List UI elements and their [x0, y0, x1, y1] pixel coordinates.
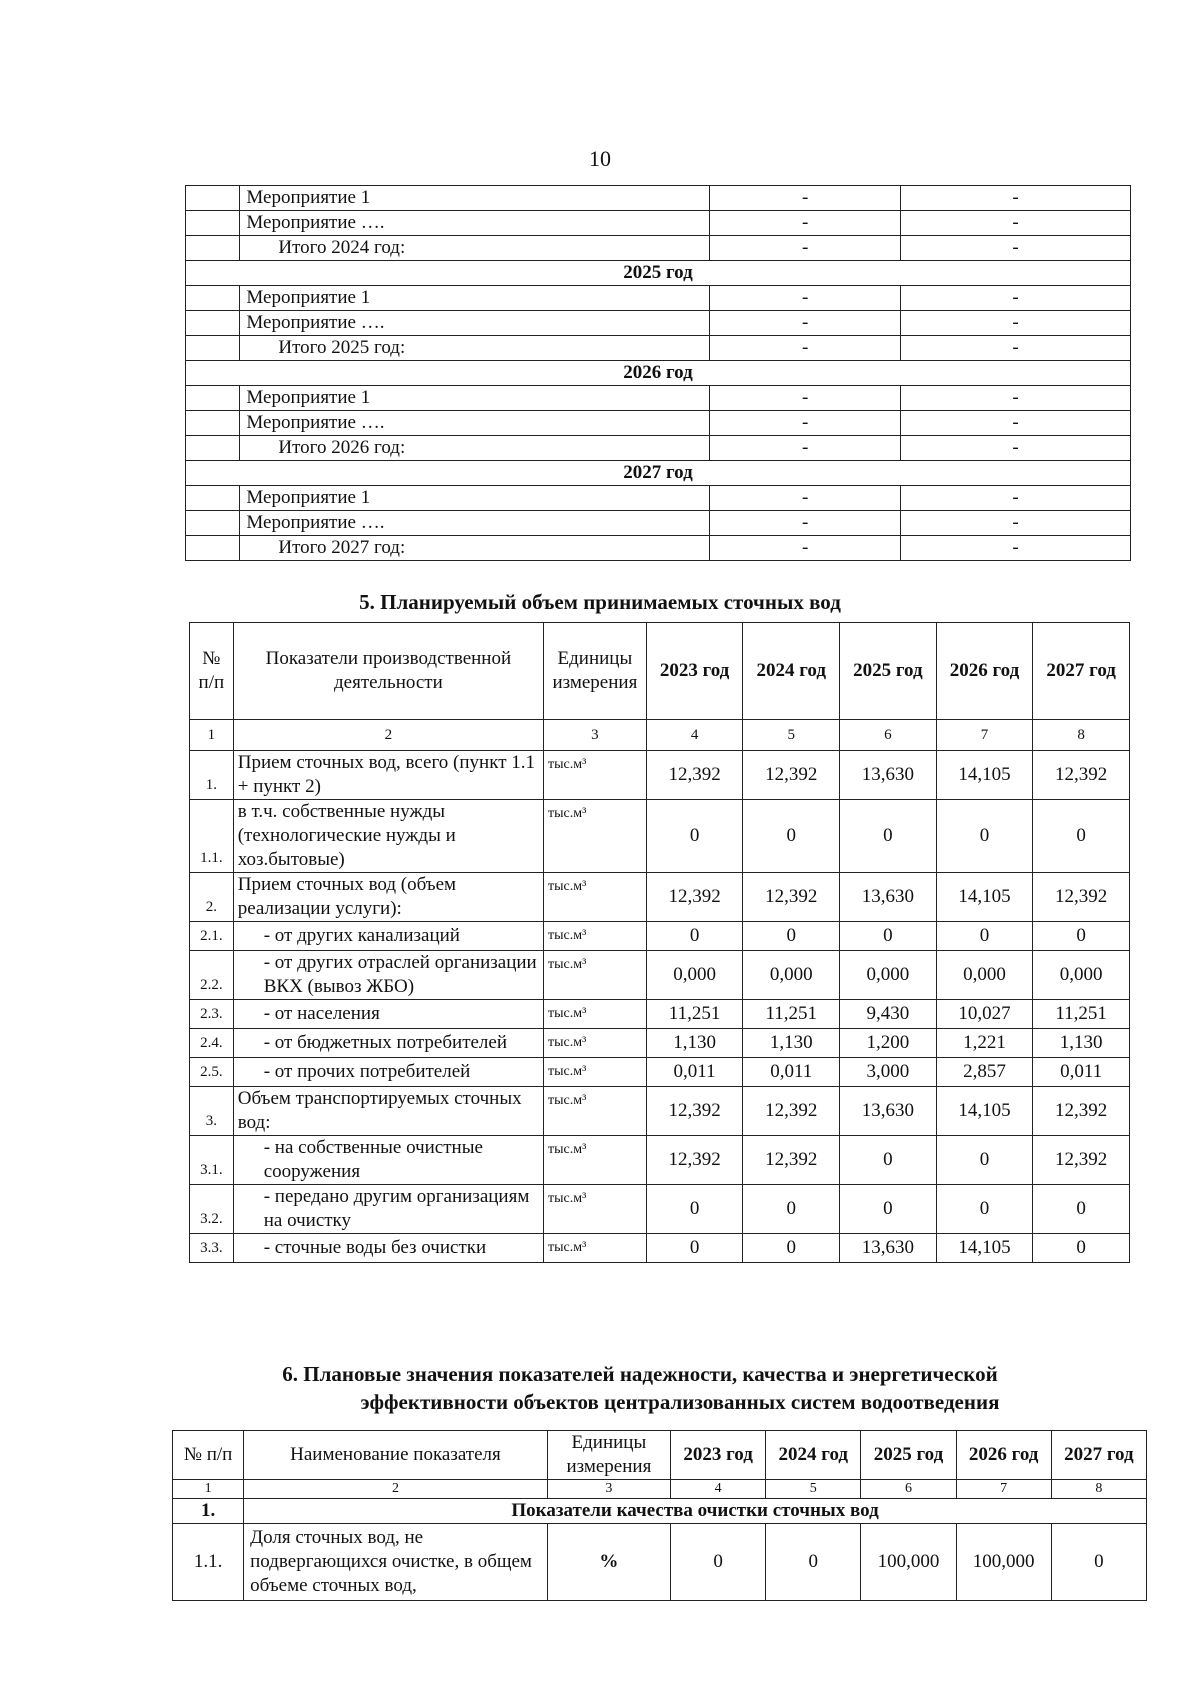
activity-label: Мероприятие 1: [240, 386, 710, 411]
row-value: -: [710, 211, 901, 236]
table-row: [190, 1136, 1130, 1185]
row-num: 2.5.: [190, 1058, 234, 1087]
row-value: -: [710, 386, 901, 411]
row-value: 100,000: [861, 1524, 956, 1601]
row-unit: тыс.м³: [544, 1029, 647, 1058]
row-value: 14,105: [936, 751, 1033, 800]
table-row: [190, 800, 1130, 873]
row-name: - на собственные очистные сооружения: [233, 1136, 543, 1185]
row-value: 0: [766, 1524, 861, 1601]
activity-label: Мероприятие ….: [240, 211, 710, 236]
table-row: [186, 336, 1131, 361]
row-num: 1.1.: [190, 800, 234, 873]
row-value: 0: [936, 1185, 1033, 1234]
row-num: 3.3.: [190, 1234, 234, 1263]
index-cell: 1: [190, 720, 234, 751]
index-cell: 5: [766, 1480, 861, 1499]
table-row: [186, 436, 1131, 461]
index-cell: 4: [671, 1480, 766, 1499]
row-num-cell: [186, 386, 240, 411]
row-value: 12,392: [743, 1136, 840, 1185]
index-cell: 3: [544, 720, 647, 751]
year-row: [186, 461, 1131, 486]
total-label: Итого 2026 год:: [240, 436, 710, 461]
row-num: 3.2.: [190, 1185, 234, 1234]
row-value: -: [900, 311, 1130, 336]
index-cell: 6: [840, 720, 937, 751]
header-year: 2027 год: [1051, 1431, 1146, 1480]
activities-table: [185, 185, 1131, 561]
section-5-title: 5. Планируемый объем принимаемых сточных вод: [359, 590, 841, 614]
table-row: [186, 536, 1131, 561]
reliability-indicators-table: [172, 1430, 1147, 1601]
row-value: -: [710, 311, 901, 336]
row-value: 0,000: [646, 951, 743, 1000]
header-num: № п/п: [190, 623, 234, 720]
section-6-title-line1: 6. Плановые значения показателей надежности, качества и энергетической: [282, 1362, 998, 1386]
row-name: - от других отраслей организации ВКХ (вывоз ЖБО): [233, 951, 543, 1000]
row-value: -: [900, 436, 1130, 461]
row-unit: тыс.м³: [544, 1058, 647, 1087]
header-name: Показатели производственной деятельности: [233, 623, 543, 720]
table-row: [186, 236, 1131, 261]
index-cell: 8: [1033, 720, 1130, 751]
table-header-row: [173, 1431, 1147, 1480]
table-row: [190, 1087, 1130, 1136]
row-value: 9,430: [840, 1000, 937, 1029]
row-num-cell: [186, 486, 240, 511]
header-year: 2026 год: [936, 623, 1033, 720]
row-num-cell: [186, 186, 240, 211]
header-unit: Единицы измерения: [544, 623, 647, 720]
row-value: 12,392: [1033, 873, 1130, 922]
row-value: 100,000: [956, 1524, 1051, 1601]
table-row: [190, 951, 1130, 1000]
year-row: [186, 261, 1131, 286]
row-num-cell: [186, 236, 240, 261]
row-num: 3.: [190, 1087, 234, 1136]
activity-label: Мероприятие 1: [240, 186, 710, 211]
row-value: 0: [840, 800, 937, 873]
activity-label: Мероприятие ….: [240, 511, 710, 536]
row-num: 2.2.: [190, 951, 234, 1000]
row-num: 3.1.: [190, 1136, 234, 1185]
row-unit: тыс.м³: [544, 1136, 647, 1185]
row-num-cell: [186, 536, 240, 561]
row-value: -: [710, 411, 901, 436]
row-value: 13,630: [840, 1234, 937, 1263]
row-value: -: [900, 536, 1130, 561]
row-value: 1,130: [646, 1029, 743, 1058]
header-num: № п/п: [173, 1431, 244, 1480]
index-cell: 6: [861, 1480, 956, 1499]
row-value: 11,251: [1033, 1000, 1130, 1029]
row-value: 12,392: [646, 873, 743, 922]
row-value: 1,130: [743, 1029, 840, 1058]
table-row: [186, 311, 1131, 336]
row-unit: тыс.м³: [544, 1000, 647, 1029]
row-value: 0: [671, 1524, 766, 1601]
activity-label: Мероприятие ….: [240, 311, 710, 336]
row-value: 0: [936, 922, 1033, 951]
row-num-cell: [186, 211, 240, 236]
index-row: [173, 1480, 1147, 1499]
year-heading: 2027 год: [186, 461, 1131, 486]
row-name: в т.ч. собственные нужды (технологические нужды и хоз.бытовые): [233, 800, 543, 873]
row-value: 0: [1033, 1185, 1130, 1234]
table-header-row: [190, 623, 1130, 720]
row-unit: тыс.м³: [544, 1185, 647, 1234]
row-value: 0,000: [936, 951, 1033, 1000]
group-label: Показатели качества очистки сточных вод: [244, 1499, 1147, 1524]
row-num-cell: [186, 411, 240, 436]
row-value: 13,630: [840, 1087, 937, 1136]
header-year: 2026 год: [956, 1431, 1051, 1480]
row-value: -: [710, 336, 901, 361]
row-name: - от других канализаций: [233, 922, 543, 951]
row-unit: тыс.м³: [544, 1087, 647, 1136]
row-value: 12,392: [1033, 1087, 1130, 1136]
row-num: 1.: [190, 751, 234, 800]
row-value: 0: [840, 1136, 937, 1185]
row-num-cell: [186, 286, 240, 311]
row-value: 1,221: [936, 1029, 1033, 1058]
index-cell: 2: [233, 720, 543, 751]
row-value: 0: [743, 1185, 840, 1234]
row-unit: тыс.м³: [544, 800, 647, 873]
row-value: 0,000: [840, 951, 937, 1000]
row-value: 12,392: [743, 1087, 840, 1136]
row-value: 3,000: [840, 1058, 937, 1087]
index-cell: 5: [743, 720, 840, 751]
row-unit: тыс.м³: [544, 951, 647, 1000]
year-heading: 2025 год: [186, 261, 1131, 286]
table-row: [186, 511, 1131, 536]
row-value: -: [710, 436, 901, 461]
index-cell: 7: [936, 720, 1033, 751]
table-row: [186, 386, 1131, 411]
table-row: [186, 286, 1131, 311]
index-row: [190, 720, 1130, 751]
row-unit: тыс.м³: [544, 922, 647, 951]
row-value: 10,027: [936, 1000, 1033, 1029]
activity-label: Мероприятие ….: [240, 411, 710, 436]
row-value: 0: [1033, 1234, 1130, 1263]
row-value: -: [900, 336, 1130, 361]
total-label: Итого 2027 год:: [240, 536, 710, 561]
row-value: 0: [743, 922, 840, 951]
row-name: - передано другим организациям на очистку: [233, 1185, 543, 1234]
table-row: [190, 1234, 1130, 1263]
row-num-cell: [186, 336, 240, 361]
row-name: - от бюджетных потребителей: [233, 1029, 543, 1058]
row-value: 0: [1033, 922, 1130, 951]
row-value: 12,392: [743, 751, 840, 800]
row-value: 0: [840, 1185, 937, 1234]
header-year: 2025 год: [861, 1431, 956, 1480]
page-number: 10: [589, 146, 611, 171]
row-num: 2.4.: [190, 1029, 234, 1058]
row-name: Прием сточных вод (объем реализации услуги):: [233, 873, 543, 922]
row-value: 0: [646, 922, 743, 951]
row-num: 2.1.: [190, 922, 234, 951]
row-value: 14,105: [936, 873, 1033, 922]
row-value: 0,011: [646, 1058, 743, 1087]
header-year: 2024 год: [766, 1431, 861, 1480]
table-row: [173, 1524, 1147, 1601]
index-cell: 4: [646, 720, 743, 751]
row-value: -: [710, 236, 901, 261]
group-num: 1.: [173, 1499, 244, 1524]
row-name: Объем транспортируемых сточных вод:: [233, 1087, 543, 1136]
section-6-title-line2: эффективности объектов централизованных систем водоотведения: [360, 1390, 1000, 1414]
year-heading: 2026 год: [186, 361, 1131, 386]
row-value: 0: [646, 800, 743, 873]
row-value: -: [900, 186, 1130, 211]
row-value: 11,251: [743, 1000, 840, 1029]
row-value: 14,105: [936, 1087, 1033, 1136]
table-row: [186, 411, 1131, 436]
index-cell: 7: [956, 1480, 1051, 1499]
index-cell: 2: [244, 1480, 548, 1499]
total-label: Итого 2025 год:: [240, 336, 710, 361]
row-value: -: [710, 536, 901, 561]
header-unit: Единицы измерения: [547, 1431, 670, 1480]
header-year: 2023 год: [671, 1431, 766, 1480]
table-row: [190, 1185, 1130, 1234]
row-value: 0: [646, 1185, 743, 1234]
row-num: 2.3.: [190, 1000, 234, 1029]
row-value: 0: [936, 1136, 1033, 1185]
row-value: -: [900, 511, 1130, 536]
table-row: [190, 751, 1130, 800]
row-value: 1,200: [840, 1029, 937, 1058]
row-value: 0,000: [743, 951, 840, 1000]
row-value: 0: [743, 1234, 840, 1263]
row-name: - сточные воды без очистки: [233, 1234, 543, 1263]
row-unit: тыс.м³: [544, 751, 647, 800]
index-cell: 3: [547, 1480, 670, 1499]
row-value: 0: [936, 800, 1033, 873]
row-value: -: [900, 486, 1130, 511]
row-value: -: [710, 286, 901, 311]
row-value: 0: [1051, 1524, 1146, 1601]
row-value: 1,130: [1033, 1029, 1130, 1058]
row-value: 14,105: [936, 1234, 1033, 1263]
row-name: Прием сточных вод, всего (пункт 1.1 + пункт 2): [233, 751, 543, 800]
row-unit: %: [547, 1524, 670, 1601]
row-value: -: [900, 386, 1130, 411]
row-num: 2.: [190, 873, 234, 922]
row-value: 12,392: [646, 1136, 743, 1185]
row-unit: тыс.м³: [544, 873, 647, 922]
activity-label: Мероприятие 1: [240, 486, 710, 511]
row-value: -: [900, 236, 1130, 261]
row-value: 13,630: [840, 751, 937, 800]
row-value: 0: [646, 1234, 743, 1263]
header-year: 2027 год: [1033, 623, 1130, 720]
row-value: 11,251: [646, 1000, 743, 1029]
row-value: 0,011: [1033, 1058, 1130, 1087]
table-row: [190, 1000, 1130, 1029]
table-row: [186, 186, 1131, 211]
table-row: [190, 1058, 1130, 1087]
header-name: Наименование показателя: [244, 1431, 548, 1480]
header-year: 2024 год: [743, 623, 840, 720]
wastewater-volume-table: [189, 622, 1130, 1263]
row-value: 12,392: [1033, 751, 1130, 800]
row-value: -: [900, 286, 1130, 311]
row-value: -: [710, 511, 901, 536]
year-row: [186, 361, 1131, 386]
header-year: 2025 год: [840, 623, 937, 720]
row-name: - от прочих потребителей: [233, 1058, 543, 1087]
row-num-cell: [186, 511, 240, 536]
table-row: [190, 1029, 1130, 1058]
row-value: 0: [743, 800, 840, 873]
row-num: 1.1.: [173, 1524, 244, 1601]
row-value: 0,011: [743, 1058, 840, 1087]
row-num-cell: [186, 436, 240, 461]
table-row: [186, 211, 1131, 236]
index-cell: 1: [173, 1480, 244, 1499]
row-name: - от населения: [233, 1000, 543, 1029]
row-value: 0,000: [1033, 951, 1130, 1000]
table-row: [190, 922, 1130, 951]
row-value: 0: [1033, 800, 1130, 873]
row-name: Доля сточных вод, не подвергающихся очистке, в общем объеме сточных вод,: [244, 1524, 548, 1601]
row-value: -: [710, 486, 901, 511]
row-value: 12,392: [646, 751, 743, 800]
table-row: [186, 486, 1131, 511]
row-value: -: [900, 211, 1130, 236]
row-num-cell: [186, 311, 240, 336]
table-row: [190, 873, 1130, 922]
total-label: Итого 2024 год:: [240, 236, 710, 261]
row-value: 12,392: [646, 1087, 743, 1136]
row-unit: тыс.м³: [544, 1234, 647, 1263]
row-value: 12,392: [1033, 1136, 1130, 1185]
row-value: -: [710, 186, 901, 211]
row-value: 13,630: [840, 873, 937, 922]
index-cell: 8: [1051, 1480, 1146, 1499]
row-value: -: [900, 411, 1130, 436]
header-year: 2023 год: [646, 623, 743, 720]
row-value: 2,857: [936, 1058, 1033, 1087]
activity-label: Мероприятие 1: [240, 286, 710, 311]
row-value: 12,392: [743, 873, 840, 922]
row-value: 0: [840, 922, 937, 951]
group-row: [173, 1499, 1147, 1524]
